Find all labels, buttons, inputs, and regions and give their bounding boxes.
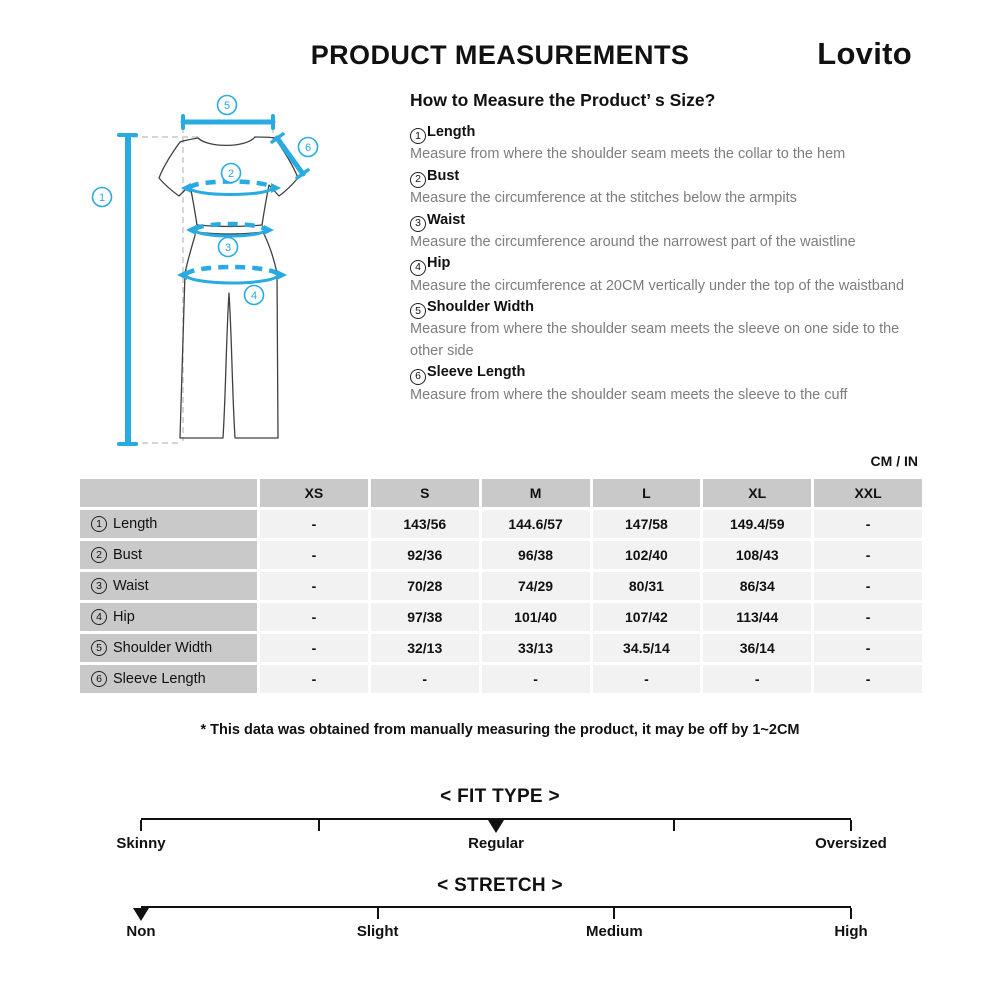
table-value-cell: 113/44 [703,603,811,631]
scale-marker [488,820,504,833]
scale-label: Non [126,923,156,940]
circled-number: 3 [410,216,426,232]
table-value-cell: 149.4/59 [703,510,811,538]
table-row-label-text: Sleeve Length [113,671,206,687]
size-column-header: XS [260,479,368,507]
scale-tick [850,820,852,831]
fit-type-labels [116,835,887,855]
table-value-cell: 107/42 [593,603,701,631]
table-value-cell: - [814,665,922,693]
scale-tick [850,908,852,919]
table-value-cell: - [814,541,922,569]
guide-item-desc: Measure the circumference at 20CM vertically under the top of the waistband [410,277,905,294]
size-table [80,479,922,693]
guide-item-label [410,362,930,384]
measure-bust [181,182,281,195]
scale-tick [318,820,320,831]
table-value-cell: 96/38 [482,541,590,569]
table-value-cell: - [593,665,701,693]
table-value-cell: 86/34 [703,572,811,600]
table-row-label [80,665,257,693]
circled-number: 3 [91,578,107,594]
guide-item-label-text: Shoulder Width [427,299,534,315]
stretch-scale [141,906,851,924]
table-value-cell: 74/29 [482,572,590,600]
table-value-cell: 92/36 [371,541,479,569]
circled-number: 1 [410,128,426,144]
table-value-cell: 34.5/14 [593,634,701,662]
circled-number: 2 [91,547,107,563]
table-row-label-text: Hip [113,609,135,625]
table-value-cell: 97/38 [371,603,479,631]
table-row-label-text: Shoulder Width [113,640,213,656]
scale-label: Slight [356,923,399,940]
measure-hip [177,267,287,283]
table-value-cell: - [260,665,368,693]
scale-label: Skinny [116,835,166,852]
table-value-cell: 143/56 [371,510,479,538]
measure-length [119,135,136,444]
table-value-cell: - [260,541,368,569]
table-row-label [80,603,257,631]
table-corner-cell [80,479,257,507]
table-value-cell: - [814,510,922,538]
callout-4: 4 [250,290,258,302]
guide-item-label-text: Bust [427,167,460,184]
table-value-cell: 144.6/57 [482,510,590,538]
guide-heading: How to Measure the Product’ s Size? [410,90,716,110]
guide-item-desc: Measure from where the shoulder seam meets the sleeve on one side to the other side [410,321,900,359]
callout-1: 1 [98,192,106,204]
scale-label: Oversized [815,835,887,852]
table-value-cell: 70/28 [371,572,479,600]
brand-logo: Lovito [817,36,912,71]
circled-number: 4 [91,609,107,625]
table-row-label [80,510,257,538]
guide-item-label [410,122,930,144]
table-row-label-text: Waist [113,578,149,594]
table-value-cell: 80/31 [593,572,701,600]
guide-item-desc: Measure the circumference around the narrowest part of the waistline [410,233,856,250]
circled-number: 2 [410,172,426,188]
guide-item-desc: Measure from where the shoulder seam meets the sleeve to the cuff [410,386,848,403]
table-value-cell: - [371,665,479,693]
table-value-cell: 33/13 [482,634,590,662]
size-column-header: XL [703,479,811,507]
scale-label: Regular [468,835,524,852]
scale-tick [613,908,615,919]
measure-guide [410,90,930,406]
stretch-labels [126,923,868,943]
table-value-cell: - [260,634,368,662]
callout-5: 5 [223,100,231,112]
callout-3: 3 [224,242,232,254]
size-column-header: XXL [814,479,922,507]
table-row-label-text: Length [113,516,158,532]
guide-item-label [410,166,930,188]
measure-shoulder-width [183,116,273,128]
scale-label: Medium [585,923,643,940]
table-value-cell: - [260,572,368,600]
table-value-cell: - [814,634,922,662]
guide-item-label-text: Length [427,124,476,140]
scale-tick [377,908,379,919]
circled-number: 1 [91,516,107,532]
table-row-label [80,634,257,662]
guide-item-label-text: Sleeve Length [427,364,526,381]
table-value-cell: - [703,665,811,693]
guide-item-label [410,210,930,232]
guide-item-desc: Measure from where the shoulder seam meets the collar to the hem [410,146,846,163]
fit-type-scale [141,818,851,836]
guide-item-label [410,297,930,319]
callout-6: 6 [304,142,312,154]
scale-marker [133,908,149,921]
size-column-header: L [593,479,701,507]
footnote: * This data was obtained from manually measuring the product, it may be off by 1~2CM [200,722,800,738]
table-value-cell: 108/43 [703,541,811,569]
table-value-cell: 32/13 [371,634,479,662]
guide-item-label [410,253,930,275]
table-row-label-text: Bust [113,547,143,563]
scale-label: High [834,923,868,940]
table-value-cell: - [260,603,368,631]
circled-number: 6 [91,671,107,687]
scale-tick [140,820,142,831]
guide-item-desc: Measure the circumference at the stitches below the armpits [410,190,797,206]
stretch-title: < STRETCH > [437,875,563,896]
fit-type-title: < FIT TYPE > [440,786,560,807]
page-title: PRODUCT MEASUREMENTS [310,40,690,70]
table-value-cell: 147/58 [593,510,701,538]
units-label: CM / IN [870,453,918,469]
guide-item-label-text: Hip [427,255,451,272]
table-value-cell: 101/40 [482,603,590,631]
circled-number: 5 [410,303,426,319]
circled-number: 4 [410,260,426,276]
size-column-header: S [371,479,479,507]
callout-2: 2 [227,168,235,180]
table-value-cell: - [260,510,368,538]
garment-diagram [80,85,400,465]
circled-number: 5 [91,640,107,656]
circled-number: 6 [410,369,426,385]
table-row-label [80,572,257,600]
table-value-cell: - [814,572,922,600]
table-value-cell: - [482,665,590,693]
size-column-header: M [482,479,590,507]
guide-item-label-text: Waist [427,211,466,228]
guide-items [410,122,930,406]
table-value-cell: 36/14 [703,634,811,662]
table-value-cell: - [814,603,922,631]
scale-tick [673,820,675,831]
table-value-cell: 102/40 [593,541,701,569]
table-row-label [80,541,257,569]
